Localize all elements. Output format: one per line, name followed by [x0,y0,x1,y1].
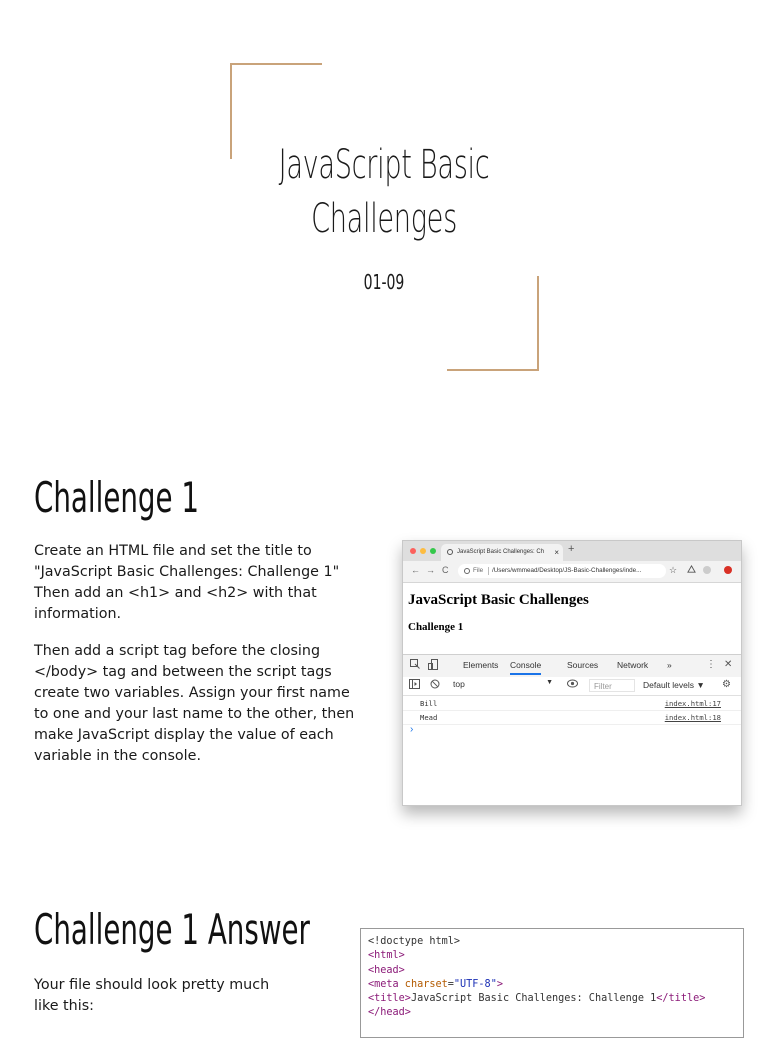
devtools-tab-elements[interactable]: Elements [463,660,499,670]
browser-tab[interactable] [441,544,563,561]
new-tab-icon[interactable]: + [568,543,575,555]
challenge-1-answer-heading: Challenge 1 Answer [34,905,310,954]
devtools-tab-bar [403,654,741,678]
clear-console-icon[interactable] [430,679,440,692]
profile-icon[interactable] [703,566,711,574]
console-log-source-link[interactable]: index.html:18 [664,713,721,722]
eye-icon[interactable] [567,679,578,691]
challenge-1-paragraph-1: Create an HTML file and set the title to "JavaScript Basic Challenges: Challenge 1" Then add an <h1> and <h2> with that information. [34,543,340,622]
code-line-head-close: </head> [368,1007,411,1019]
devtools-tab-console[interactable]: Console [510,660,541,675]
extension-icon[interactable] [687,565,696,576]
code-title-open: <title> [368,993,411,1005]
page-heading-h2: Challenge 1 [408,621,464,633]
console-filter-bar [403,677,741,696]
code-meta-open: <meta [368,978,399,990]
console-log-row [403,697,741,711]
document-subtitle: 01-09 [363,270,405,294]
reload-icon[interactable]: C [442,565,449,575]
console-log-message: Mead [420,713,438,722]
console-log-message: Bill [420,699,438,708]
console-log-row [403,711,741,725]
info-icon [464,568,470,574]
console-prompt-icon[interactable]: › [410,724,414,735]
code-line-html-open: <html> [368,950,405,962]
console-filter-input[interactable]: Filter [589,679,635,692]
code-title-close: </title> [656,993,706,1005]
page-heading-h1: JavaScript Basic Challenges [408,592,589,608]
challenge-1-paragraph-2: Then add a script tag before the closing </body> tag and between the script tags create two variables. Assign your first name to one and your last name to the other, then make JavaScript display the value of each variable in the console. [34,643,355,764]
tab-close-icon[interactable]: × [554,548,559,557]
close-window-icon [410,548,416,554]
devtools-tab-sources[interactable]: Sources [567,660,599,670]
chevron-down-icon: ▼ [546,679,553,686]
url-separator [488,567,489,575]
kebab-menu-icon[interactable]: ⋮ [706,659,716,670]
favicon-icon [447,549,453,555]
url-scheme: File [473,567,484,574]
address-bar [403,561,741,583]
document-title [123,138,645,246]
title-line-1: JavaScript Basic [278,142,490,188]
code-sample [360,928,744,1038]
maximize-window-icon [430,548,436,554]
back-arrow-icon[interactable]: ← [411,565,420,575]
code-meta-equals: = [447,978,454,990]
extension-badge-icon[interactable] [724,566,732,574]
devtools-more-tabs[interactable]: » [667,660,672,670]
browser-tab-bar [403,541,741,561]
forward-arrow-icon[interactable]: → [426,565,435,575]
url-field[interactable] [458,564,666,578]
browser-tab-title: JavaScript Basic Challenges: Ch [457,549,545,555]
bookmark-star-icon[interactable]: ☆ [669,565,678,575]
url-path: /Users/wmmead/Desktop/JS-Basic-Challenges/inde... [492,567,642,574]
sidebar-toggle-icon[interactable] [409,679,420,692]
code-meta-attr: charset [398,978,448,990]
context-select-value: top [453,679,465,689]
code-line-head-open: <head> [368,964,405,976]
context-select[interactable] [453,679,553,691]
minimize-window-icon [420,548,426,554]
devtools-tab-network[interactable]: Network [617,660,649,670]
settings-gear-icon[interactable]: ⚙ [722,679,731,690]
code-meta-value: "UTF-8" [453,978,497,990]
device-toolbar-icon[interactable] [428,659,438,673]
code-title-content: JavaScript Basic Challenges: Challenge 1 [410,993,657,1005]
log-levels-dropdown[interactable]: Default levels ▼ [643,680,705,690]
code-meta-close: > [496,978,503,990]
browser-screenshot [402,540,742,806]
code-line-doctype: <!doctype html> [368,936,461,947]
answer-description: Your file should look pretty much like this: [34,977,270,1014]
console-log-source-link[interactable]: index.html:17 [664,699,721,708]
inspect-element-icon[interactable] [410,659,420,672]
close-devtools-icon[interactable]: ✕ [724,659,733,670]
title-line-2: Challenges [311,196,457,242]
code-block [368,935,705,1021]
challenge-1-heading: Challenge 1 [34,473,200,522]
